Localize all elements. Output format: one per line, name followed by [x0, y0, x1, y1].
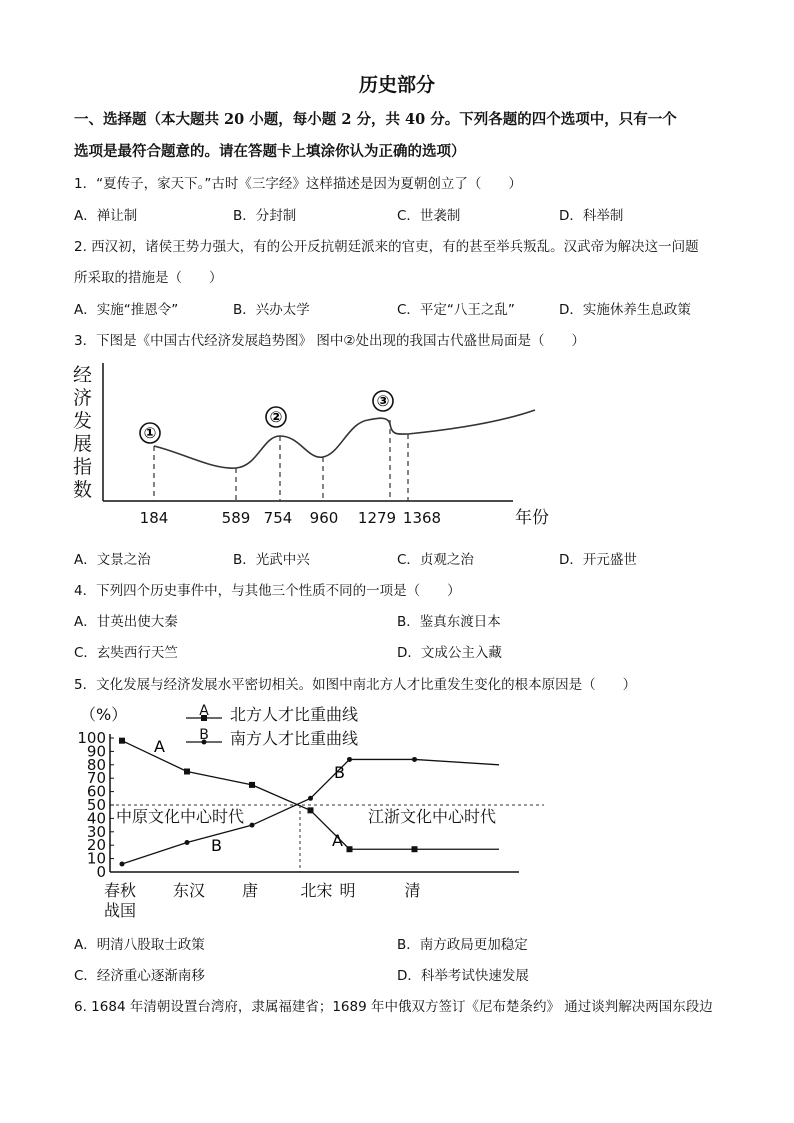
legend-a-label: 北方人才比重曲线	[230, 705, 359, 724]
marker-3: ③	[376, 392, 390, 410]
q1-option-a[interactable]: A．禅让制	[74, 208, 138, 224]
series-a-point	[347, 846, 353, 852]
ylabel-char: 济	[73, 387, 93, 409]
chart2-ytick: 30	[86, 822, 106, 841]
chart1-xlabel: 年份	[515, 508, 549, 528]
page-title: 历史部分	[358, 74, 435, 96]
legend-a-key: A	[199, 703, 209, 719]
q5-option-c[interactable]: C．经济重心逐渐南移	[74, 968, 205, 984]
chart2-ytick: 80	[86, 755, 106, 774]
ylabel-char: 发	[73, 410, 93, 432]
q1-option-b[interactable]: B．分封制	[233, 208, 297, 224]
section-header-line2: 选项是最符合题意的。请在答题卡上填涂你认为正确的选项）	[74, 143, 466, 160]
chart2-ytick: 60	[86, 782, 106, 801]
chart2-legend	[186, 703, 358, 748]
tick-1368: 1368	[402, 509, 442, 527]
q3-option-d[interactable]: D．开元盛世	[559, 552, 637, 568]
chart2-ytick: 0	[96, 863, 106, 881]
ylabel-char: 经	[73, 364, 93, 386]
chart1-trend-line	[154, 410, 535, 468]
q5-option-a[interactable]: A．明清八股取士政策	[74, 937, 205, 953]
chart2-ylabel: （%）	[80, 705, 128, 724]
q4-option-b[interactable]: B．鉴真东渡日本	[397, 614, 501, 630]
series-a-point	[119, 738, 125, 744]
chart2-ytick: 90	[86, 742, 106, 761]
curve-label-b-left: B	[211, 836, 222, 855]
talent-ratio-chart	[74, 698, 554, 920]
series-A-line	[122, 741, 499, 850]
chart2-ytick: 10	[86, 849, 106, 868]
q2-option-b[interactable]: B．兴办太学	[233, 302, 310, 318]
curve-label-b-right: B	[334, 763, 345, 782]
chart2-ytick: 100	[77, 729, 106, 747]
series-a-point	[412, 846, 418, 852]
q1-option-c[interactable]: C．世袭制	[397, 208, 461, 224]
chart1-ticks	[140, 509, 441, 527]
chart2-xtick: 北宋	[300, 881, 333, 900]
ylabel-char: 展	[73, 433, 93, 455]
question-6: 6. 1684 年清朝设置台湾府，隶属福建省；1689 年中俄双方签订《尼布楚条约》 通过谈判解决两国东段边	[74, 999, 713, 1015]
series-b-point	[250, 823, 255, 828]
q3-option-c[interactable]: C．贞观之治	[397, 552, 474, 568]
q2-option-c[interactable]: C．平定“八王之乱”	[397, 302, 515, 318]
ylabel-char: 数	[73, 479, 93, 501]
marker-2: ②	[269, 408, 283, 426]
chart2-axes	[110, 734, 544, 872]
q4-option-d[interactable]: D．文成公主入藏	[397, 645, 502, 661]
section-header-line1: 一、选择题（本大题共 20 小题，每小题 2 分，共 40 分。下列各题的四个选项中，只有一个	[74, 111, 677, 128]
chart1-ylabel	[73, 364, 92, 501]
series-b-point	[308, 796, 313, 801]
legend-b-label: 南方人才比重曲线	[230, 729, 359, 748]
series-b-point	[347, 757, 352, 762]
region-left-label: 中原文化中心时代	[116, 807, 245, 826]
q5-option-b[interactable]: B．南方政局更加稳定	[397, 937, 528, 953]
curve-label-a-right: A	[332, 831, 343, 850]
tick-960: 960	[309, 509, 339, 527]
q1-option-d[interactable]: D．科举制	[559, 208, 624, 224]
q4-option-c[interactable]: C．玄奘西行天竺	[74, 645, 178, 661]
question-1: 1．“夏传子，家天下。”古时《三字经》这样描述是因为夏朝创立了（ ）	[74, 176, 522, 192]
tick-589: 589	[221, 509, 251, 527]
chart2-ytick: 70	[86, 769, 106, 788]
chart1-markers	[140, 391, 393, 443]
q3-option-a[interactable]: A．文景之治	[74, 552, 151, 568]
chart2-ytick: 40	[86, 809, 106, 828]
question-2-line1: 2. 西汉初，诸侯王势力强大，有的公开反抗朝廷派来的官吏，有的甚至举兵叛乱。汉武帝为解决这一问题	[74, 239, 699, 255]
chart2-xtick: 东汉	[172, 881, 206, 900]
q2-option-d[interactable]: D．实施休养生息政策	[559, 302, 691, 318]
chart2-xticks	[104, 881, 421, 920]
region-right-label: 江浙文化中心时代	[368, 807, 497, 826]
tick-754: 754	[263, 509, 293, 527]
q4-option-a[interactable]: A．甘英出使大秦	[74, 614, 178, 630]
chart2-ytick: 20	[86, 836, 106, 855]
tick-184: 184	[139, 509, 169, 527]
tick-1279: 1279	[357, 509, 397, 527]
series-a-point	[308, 807, 314, 813]
series-b-point	[185, 840, 190, 845]
q5-option-d[interactable]: D．科举考试快速发展	[397, 968, 529, 984]
chart2-ytick: 50	[86, 796, 106, 814]
chart1-dropdowns	[154, 420, 408, 501]
question-3: 3．下图是《中国古代经济发展趋势图》 图中②处出现的我国古代盛世局面是（ ）	[74, 333, 585, 349]
question-5: 5．文化发展与经济发展水平密切相关。如图中南北方人才比重发生变化的根本原因是（ ）	[74, 677, 637, 693]
marker-1: ①	[143, 424, 157, 442]
chart2-series	[119, 738, 499, 867]
question-2-line2: 所采取的措施是（ ）	[74, 270, 223, 286]
ylabel-char: 指	[73, 456, 93, 478]
legend-b-key: B	[199, 727, 209, 743]
chart2-xtick: 清	[404, 881, 421, 900]
curve-label-a-left: A	[154, 737, 165, 756]
chart2-xtick: 唐	[241, 881, 259, 900]
chart2-yticks	[77, 729, 114, 881]
question-4: 4．下列四个历史事件中，与其他三个性质不同的一项是（ ）	[74, 583, 461, 599]
q3-option-b[interactable]: B．光武中兴	[233, 552, 310, 568]
series-b-point	[412, 757, 417, 762]
series-a-point	[249, 782, 255, 788]
economic-trend-chart	[68, 358, 568, 533]
chart2-xtick-line2: 战国	[103, 901, 137, 920]
chart2-xtick: 春秋	[103, 881, 137, 900]
chart2-xtick: 明	[339, 881, 356, 900]
series-a-point	[184, 769, 190, 775]
q2-option-a[interactable]: A．实施“推恩令”	[74, 302, 179, 318]
series-b-point	[120, 861, 125, 866]
